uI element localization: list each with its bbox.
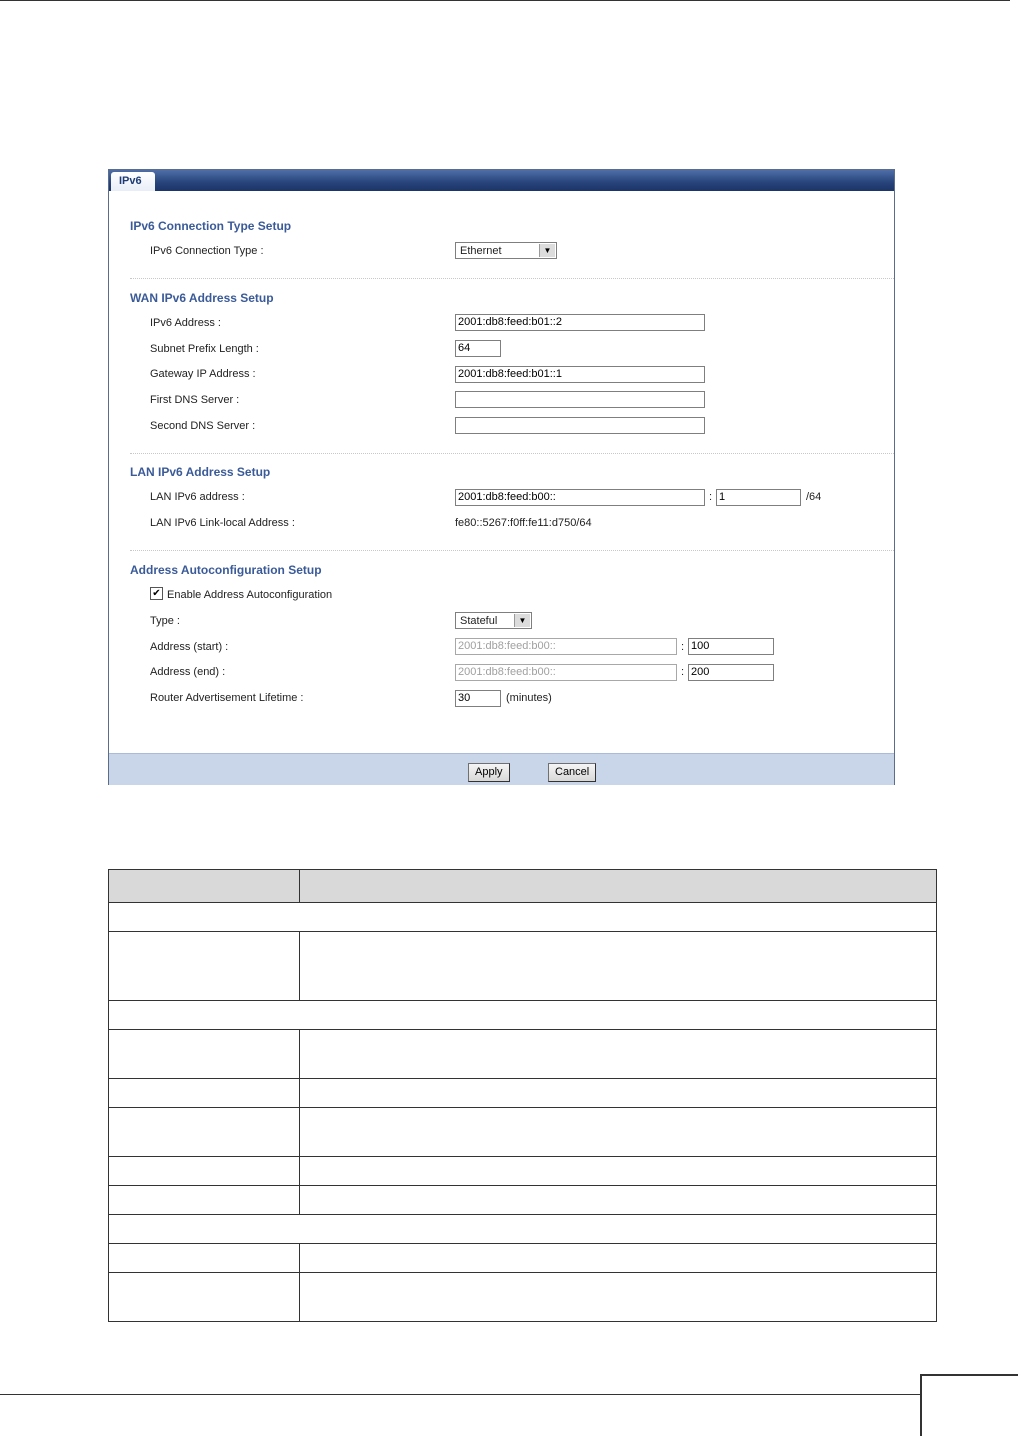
page-top-rule bbox=[0, 0, 1010, 1]
link-local-value: fe80::5267:f0ff:fe11:d750/64 bbox=[455, 517, 592, 529]
table-cell bbox=[109, 1244, 300, 1273]
section-title-connection-type: IPv6 Connection Type Setup bbox=[130, 219, 292, 233]
table-cell bbox=[109, 1186, 300, 1215]
section-title-lan: LAN IPv6 Address Setup bbox=[130, 465, 271, 479]
ipv6-address-input[interactable]: 2001:db8:feed:b01::2 bbox=[455, 314, 705, 331]
ra-lifetime-input[interactable]: 30 bbox=[455, 690, 501, 707]
address-start-label: Address (start) : bbox=[150, 641, 229, 653]
lan-address-host-input[interactable]: 1 bbox=[716, 489, 801, 506]
table-row bbox=[109, 1215, 937, 1244]
chevron-down-icon: ▼ bbox=[514, 614, 530, 627]
cancel-button[interactable]: Cancel bbox=[548, 763, 596, 782]
table-header-row bbox=[109, 870, 937, 903]
table-section-cell bbox=[109, 903, 937, 932]
conn-type-label: IPv6 Connection Type : bbox=[150, 245, 264, 257]
type-select[interactable] bbox=[455, 612, 532, 629]
table-cell bbox=[300, 1030, 937, 1079]
gateway-input[interactable]: 2001:db8:feed:b01::1 bbox=[455, 366, 705, 383]
table-row bbox=[109, 903, 937, 932]
address-start-host-input[interactable]: 100 bbox=[688, 638, 774, 655]
conn-type-value: Ethernet bbox=[460, 245, 502, 257]
lan-address-suffix: /64 bbox=[806, 491, 822, 503]
table-row bbox=[109, 1244, 937, 1273]
address-end-prefix-input: 2001:db8:feed:b00:: bbox=[455, 664, 677, 681]
table-row bbox=[109, 932, 937, 1001]
section-title-autoconfiguration: Address Autoconfiguration Setup bbox=[130, 563, 322, 577]
second-dns-input[interactable] bbox=[455, 417, 705, 434]
table-row bbox=[109, 1079, 937, 1108]
table-cell bbox=[300, 932, 937, 1001]
table-cell bbox=[300, 1079, 937, 1108]
address-start-prefix-input: 2001:db8:feed:b00:: bbox=[455, 638, 677, 655]
table-row bbox=[109, 1186, 937, 1215]
ipv6-address-label: IPv6 Address : bbox=[150, 317, 221, 329]
table-cell bbox=[109, 1157, 300, 1186]
chevron-down-icon: ▼ bbox=[539, 244, 555, 257]
conn-type-select[interactable] bbox=[455, 242, 557, 259]
field-description-table bbox=[108, 869, 937, 1322]
section-title-wan: WAN IPv6 Address Setup bbox=[130, 291, 274, 305]
subnet-prefix-input[interactable]: 64 bbox=[455, 340, 501, 357]
enable-autoconfig-label: Enable Address Autoconfiguration bbox=[167, 589, 333, 601]
table-row bbox=[109, 1157, 937, 1186]
table-row bbox=[109, 1030, 937, 1079]
table-section-cell bbox=[109, 1001, 937, 1030]
table-section-cell bbox=[109, 1215, 937, 1244]
table-cell bbox=[109, 1273, 300, 1322]
section-divider bbox=[130, 550, 894, 551]
section-divider bbox=[130, 453, 894, 454]
panel-header bbox=[109, 170, 894, 191]
first-dns-label: First DNS Server : bbox=[150, 394, 240, 406]
type-value: Stateful bbox=[460, 615, 498, 627]
address-end-colon: : bbox=[681, 666, 685, 678]
table-cell bbox=[300, 1244, 937, 1273]
table-row bbox=[109, 1108, 937, 1157]
tab-ipv6[interactable]: IPv6 bbox=[111, 172, 155, 191]
address-start-colon: : bbox=[681, 641, 685, 653]
section-divider bbox=[130, 278, 894, 279]
apply-button[interactable]: Apply bbox=[468, 763, 510, 782]
ra-lifetime-label: Router Advertisement Lifetime : bbox=[150, 692, 304, 704]
table-cell bbox=[109, 1079, 300, 1108]
page-number-box bbox=[920, 1374, 1018, 1436]
button-bar bbox=[109, 753, 894, 785]
table-row bbox=[109, 1001, 937, 1030]
table-cell bbox=[109, 1108, 300, 1157]
address-end-label: Address (end) : bbox=[150, 666, 226, 678]
type-label: Type : bbox=[150, 615, 180, 627]
address-end-host-input[interactable]: 200 bbox=[688, 664, 774, 681]
page-bottom-rule bbox=[0, 1394, 920, 1395]
enable-autoconfig-checkbox[interactable]: ✔ bbox=[150, 587, 163, 600]
table-cell bbox=[300, 1108, 937, 1157]
ipv6-settings-panel bbox=[108, 169, 895, 785]
table-row bbox=[109, 1273, 937, 1322]
table-header-cell bbox=[300, 870, 937, 903]
table-cell bbox=[109, 932, 300, 1001]
ra-lifetime-unit: (minutes) bbox=[506, 692, 552, 704]
table-cell bbox=[300, 1186, 937, 1215]
lan-address-label: LAN IPv6 address : bbox=[150, 491, 245, 503]
table-cell bbox=[109, 1030, 300, 1079]
gateway-label: Gateway IP Address : bbox=[150, 368, 256, 380]
link-local-label: LAN IPv6 Link-local Address : bbox=[150, 517, 295, 529]
second-dns-label: Second DNS Server : bbox=[150, 420, 256, 432]
subnet-prefix-label: Subnet Prefix Length : bbox=[150, 343, 259, 355]
lan-address-prefix-input[interactable]: 2001:db8:feed:b00:: bbox=[455, 489, 705, 506]
table-header-cell bbox=[109, 870, 300, 903]
lan-address-colon: : bbox=[709, 491, 713, 503]
table-cell bbox=[300, 1273, 937, 1322]
table-cell bbox=[300, 1157, 937, 1186]
first-dns-input[interactable] bbox=[455, 391, 705, 408]
